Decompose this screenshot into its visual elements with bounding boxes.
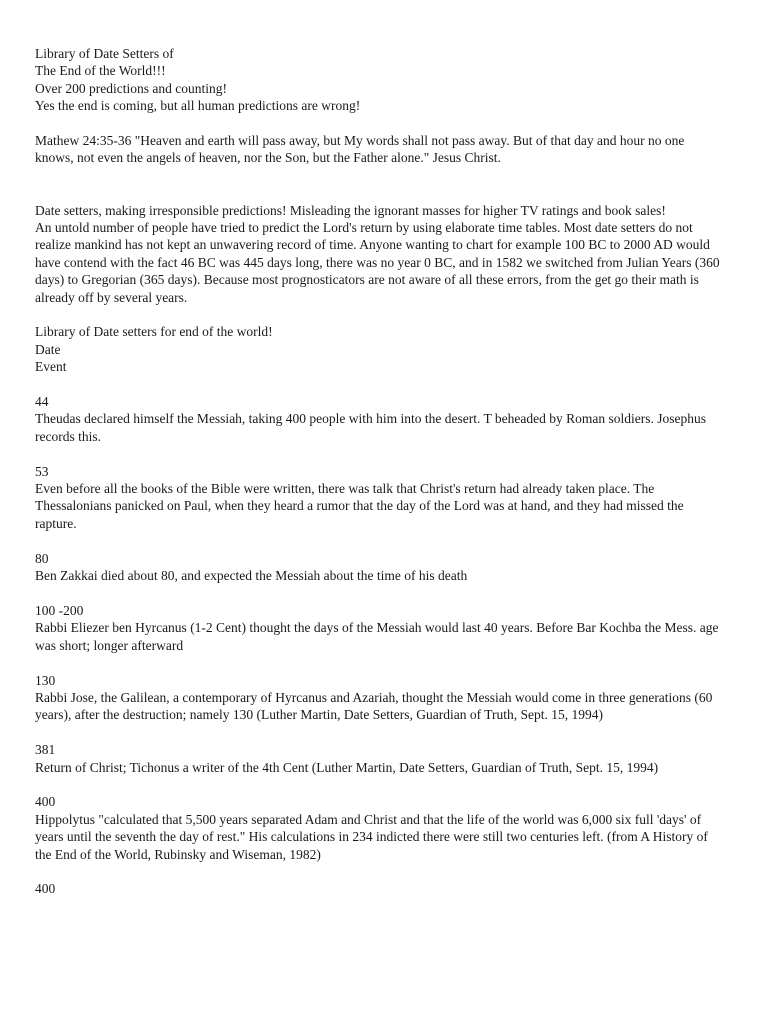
entry-event: Return of Christ; Tichonus a writer of the 4th Cent (Luther Martin, Date Setters, Guardian of Truth, Sept. 15, 1994) [35,759,659,775]
entry-event: Theudas declared himself the Messiah, taking 400 people with him into the desert. T beheaded by Roman soldiers. Josephus records this. [35,411,706,444]
entry [35,793,725,863]
entry-date: 44 [35,394,49,410]
intro-paragraph-1: Date setters, making irresponsible predictions! Misleading the ignorant masses for higher TV ratings and book sales! [35,202,666,218]
entry [35,672,725,724]
entry [35,880,725,897]
entry-event: Rabbi Jose, the Galilean, a contemporary of Hyrcanus and Azariah, thought the Messiah would come in three generations (60 years), after the destruction; namely 130 (Luther Martin, Date Setters, Guardian of Truth, Sept. 15, 1994) [35,689,713,723]
entry-date: 80 [35,550,49,566]
entry-date: 53 [35,463,49,479]
header-title-line2: The End of the World!!! [35,63,166,79]
entry [35,741,725,776]
entry-date: 400 [35,794,56,810]
column-event-header: Event [35,359,67,375]
entry [35,550,725,585]
entry-date: 100 -200 [35,602,84,618]
entry-date: 381 [35,742,56,758]
entry-event: Ben Zakkai died about 80, and expected the Messiah about the time of his death [35,568,468,584]
document-page [35,45,725,898]
entry-date: 400 [35,881,56,897]
library-title: Library of Date setters for end of the world! [35,324,273,340]
scripture-quote: Mathew 24:35-36 "Heaven and earth will pass away, but My words shall not pass away. But of that day and hour no one knows, not even the angels of heaven, nor the Son, but the Father alone." Jesus Christ. [35,133,685,166]
entry-event: Rabbi Eliezer ben Hyrcanus (1-2 Cent) thought the days of the Messiah would last 40 years. Before Bar Kochba the Mess. age was short; longer afterward [35,620,719,653]
entry [35,393,725,445]
entry-event: Hippolytus "calculated that 5,500 years separated Adam and Christ and that the life of the world was 6,000 six full 'days' of years until the seventh the day of rest." His calculations in 234 indicted there were still two centuries left. (from A History of the End of the World, Rubinsky and Wiseman, 1982) [35,811,708,862]
header-subtitle: Yes the end is coming, but all human predictions are wrong! [35,98,361,114]
header-tagline: Over 200 predictions and counting! [35,80,227,96]
entry-event: Even before all the books of the Bible were written, there was talk that Christ's return had already taken place. The Thessalonians panicked on Paul, when they heard a rumor that the day of the Lord was at hand, and they had missed the rapture. [35,481,684,531]
column-date-header: Date [35,341,61,357]
header-title-line1: Library of Date Setters of [35,46,174,61]
entry [35,463,725,533]
entry-date: 130 [35,672,56,688]
intro-paragraph-2: An untold number of people have tried to predict the Lord's return by using elaborate time tables. Most date setters do not realize mankind has not kept an unwavering record of time. Anyone wanting to chart for example 100 BC to 2000 AD would have contend with the fact 46 BC was 445 days long, there was no year 0 BC, and in 1582 we switched from Julian Years (360 days) to Gregorian (365 days). Because most prognosticators are not aware of all these errors, from the get go their math is already off by several years. [35,220,720,305]
entry [35,602,725,654]
